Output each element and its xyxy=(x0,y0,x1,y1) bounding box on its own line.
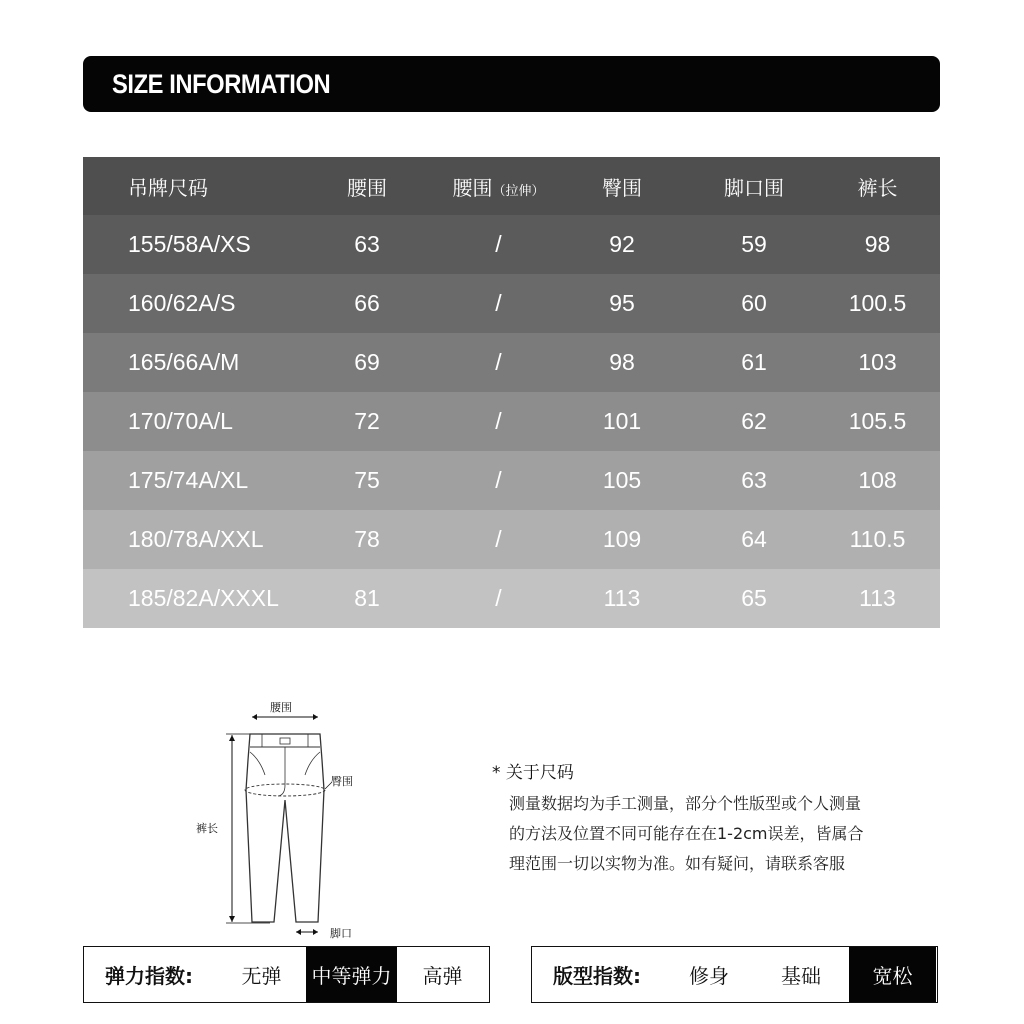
size-note xyxy=(492,758,932,879)
fit-index xyxy=(531,946,938,1003)
diagram-label-length: 裤长 xyxy=(196,822,218,835)
cell-length: 110.5 xyxy=(849,526,906,552)
header-waist: 腰围 xyxy=(347,175,387,200)
cell-hem: 65 xyxy=(741,585,767,611)
cell-waist: 69 xyxy=(354,349,380,375)
cell-waist: 66 xyxy=(354,290,380,316)
fit-option-slim[interactable]: 修身 xyxy=(689,964,729,988)
cell-length: 108 xyxy=(858,467,897,493)
table-header-row xyxy=(83,157,940,215)
fit-label: 版型指数: xyxy=(553,964,641,988)
table-row xyxy=(83,215,940,274)
elasticity-option-high[interactable]: 高弹 xyxy=(422,964,463,988)
cell-waist-stretch: / xyxy=(495,585,502,611)
cell-hem: 64 xyxy=(741,526,767,552)
pants-outline-icon xyxy=(190,690,390,940)
header-hem: 脚口围 xyxy=(724,175,784,200)
note-line: 测量数据均为手工测量，部分个性版型或个人测量 xyxy=(509,794,862,813)
cell-hip: 92 xyxy=(609,231,635,257)
cell-hip: 101 xyxy=(602,408,642,434)
elasticity-option-medium[interactable]: 中等弹力 xyxy=(306,947,397,1002)
cell-waist-stretch: / xyxy=(495,290,502,316)
cell-waist: 63 xyxy=(354,231,380,257)
cell-waist: 72 xyxy=(354,408,380,434)
table-row xyxy=(83,392,940,451)
cell-length: 98 xyxy=(864,231,891,257)
table-row xyxy=(83,274,940,333)
cell-length: 113 xyxy=(859,585,896,611)
cell-size: 175/74A/XL xyxy=(128,467,249,493)
table-row xyxy=(83,510,940,569)
header-tag-size: 吊牌尺码 xyxy=(128,175,208,200)
cell-size: 165/66A/M xyxy=(128,349,240,375)
cell-waist: 81 xyxy=(354,585,380,611)
cell-hem: 59 xyxy=(741,231,767,257)
note-line: 理范围一切以实物为准。如有疑问，请联系客服 xyxy=(509,854,846,873)
cell-size: 180/78A/XXL xyxy=(128,526,264,552)
cell-waist-stretch: / xyxy=(495,526,502,552)
title-bar xyxy=(83,56,940,112)
fit-option-regular[interactable]: 基础 xyxy=(781,964,821,988)
header-waist-stretch xyxy=(446,157,551,215)
cell-size: 160/62A/S xyxy=(128,290,236,316)
cell-waist-stretch: / xyxy=(495,408,502,434)
cell-waist: 78 xyxy=(354,526,380,552)
table-row xyxy=(83,333,940,392)
cell-length: 103 xyxy=(858,349,897,375)
diagram-label-hip: 臀围 xyxy=(331,775,353,788)
size-table xyxy=(83,157,940,628)
cell-hem: 63 xyxy=(741,467,767,493)
note-line: 的方法及位置不同可能存在在1-2cm误差，皆属合 xyxy=(509,824,864,843)
cell-size: 170/70A/L xyxy=(128,408,233,434)
cell-hip: 105 xyxy=(602,467,642,493)
note-heading: * 关于尺码 xyxy=(492,763,574,783)
fit-option-loose[interactable]: 宽松 xyxy=(849,947,936,1002)
table-row xyxy=(83,569,940,628)
cell-hem: 61 xyxy=(741,349,767,375)
cell-size: 155/58A/XS xyxy=(128,231,251,257)
note-body xyxy=(492,789,932,879)
elasticity-index xyxy=(83,946,490,1003)
elasticity-label: 弹力指数: xyxy=(105,964,193,988)
cell-waist: 75 xyxy=(354,467,380,493)
table-row xyxy=(83,451,940,510)
cell-hip: 95 xyxy=(609,290,635,316)
cell-length: 105.5 xyxy=(848,408,907,434)
cell-hip: 113 xyxy=(603,585,641,611)
pants-diagram xyxy=(190,690,390,940)
cell-waist-stretch: / xyxy=(495,231,502,257)
page-title: SIZE INFORMATION xyxy=(112,68,331,99)
diagram-label-hem: 脚口 xyxy=(330,927,352,940)
cell-hip: 109 xyxy=(602,526,642,552)
cell-waist-stretch: / xyxy=(495,349,502,375)
cell-hip: 98 xyxy=(609,349,635,375)
cell-length: 100.5 xyxy=(848,290,907,316)
cell-hem: 60 xyxy=(741,290,767,316)
diagram-label-waist: 腰围 xyxy=(270,701,292,714)
header-hip: 臀围 xyxy=(602,175,642,200)
header-waist-stretch-note: （拉伸） xyxy=(492,183,545,199)
elasticity-option-none[interactable]: 无弹 xyxy=(241,964,282,988)
cell-waist-stretch: / xyxy=(495,467,502,493)
cell-hem: 62 xyxy=(741,408,767,434)
cell-size: 185/82A/XXXL xyxy=(128,585,279,611)
header-length: 裤长 xyxy=(857,175,898,200)
header-waist-stretch-main: 腰围 xyxy=(452,175,493,200)
